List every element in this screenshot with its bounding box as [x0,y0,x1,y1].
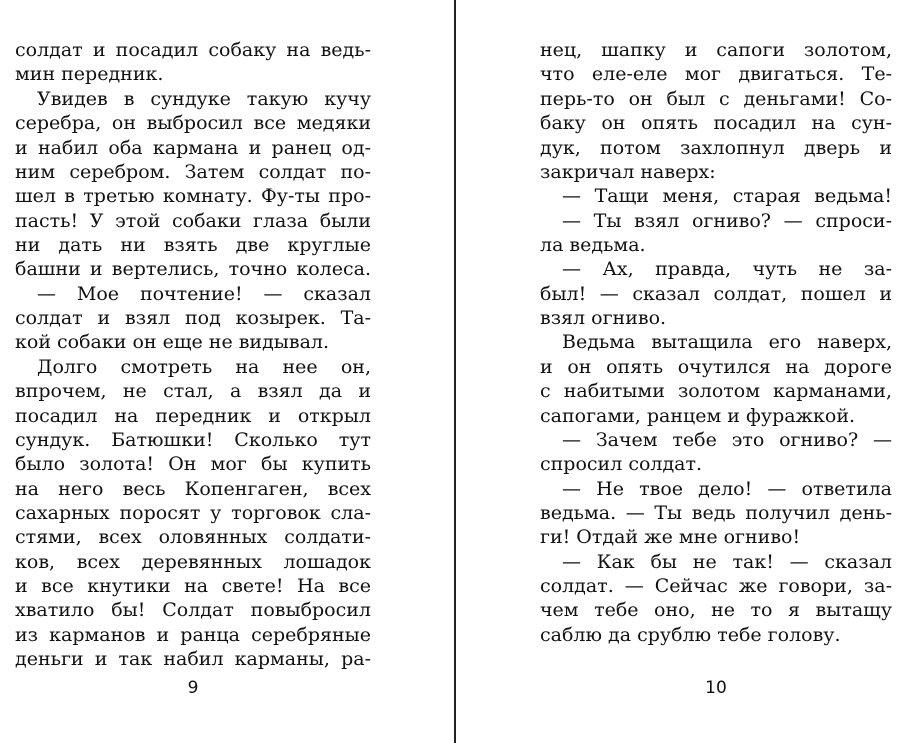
text-line: был! — сказал солдат, пошел и [540,283,892,305]
text-line: и все кнутики на свете! На все [15,575,371,597]
text-line: — Как бы не так! — сказал [562,551,892,573]
text-line: баку он опять посадил на сун- [540,112,892,134]
text-line: мин передник. [15,63,164,85]
text-line: — Мое почтение! — сказал [37,283,371,305]
text-line: сахарных поросят у торговок сла- [15,502,371,524]
text-line: — Ах, правда, чуть не за- [562,258,892,280]
text-line: впрочем, не стал, а взял да и [15,380,371,402]
text-line: ков, всех деревянных лошадок [15,551,371,573]
text-line: на него весь Копенгаген, всех [15,478,371,500]
text-line: с набитыми золотом карманами, [540,380,892,402]
text-line: и он опять очутился на дороге [540,356,892,378]
text-line: Долго смотреть на нее он, [37,356,371,378]
text-line: солдат и взял под козырек. Та- [15,307,371,329]
text-line: саблю да срублю тебе голову. [540,624,841,646]
text-line: Увидев в сундуке такую кучу [37,88,371,110]
text-line: — Тащи меня, старая ведьма! [562,185,892,207]
text-line: сундук. Батюшки! Сколько тут [15,429,371,451]
page-number-right: 10 [705,678,727,698]
page-number-left: 9 [187,678,199,698]
text-line: чем тебе оно, не то я вытащу [540,599,892,621]
text-line: перь-то он был с деньгами! Со- [540,88,892,110]
text-line: — Ты взял огниво? — спроси- [562,210,892,232]
text-line: и набил оба кармана и ранец од- [15,137,371,159]
text-line: что еле-еле мог двигаться. Те- [540,63,892,85]
text-line: башни и вертелись, точно колеса. [15,258,371,280]
text-line: дук, потом захлопнул дверь и [540,137,892,159]
text-line: посадил на передник и открыл [15,405,371,427]
text-line: ла ведьма. [540,234,646,256]
text-line: пасть! У этой собаки глаза были [15,210,371,232]
text-line: шел в третью комнату. Фу-ты про- [15,185,371,207]
text-line: сапогами, ранцем и фуражкой. [540,405,856,427]
text-line: Ведьма вытащила его наверх, [562,331,892,353]
text-line: ним серебром. Затем солдат по- [15,161,371,183]
text-line: ни дать ни взять две круглые [15,234,371,256]
text-line: стями, всех оловянных солдати- [15,526,371,548]
text-line: — Не твое дело! — ответила [562,478,892,500]
text-line: ги! Отдай же мне огниво! [540,526,801,548]
text-line: серебра, он выбросил все медяки [15,112,371,134]
text-line: кой собаки он еще не видывал. [15,331,330,353]
text-line: ведьма. — Ты ведь получил день- [540,502,892,524]
text-line: закричал наверх: [540,161,716,183]
text-line: хватило бы! Солдат повыбросил [15,599,371,621]
text-line: спросил солдат. [540,453,703,475]
text-line: солдат. — Сейчас же говори, за- [540,575,892,597]
text-line: взял огниво. [540,307,667,329]
text-line: — Зачем тебе это огниво? — [562,429,892,451]
text-line: было золота! Он мог бы купить [15,453,371,475]
text-line: из карманов и ранца серебряные [15,624,371,646]
text-line: нец, шапку и сапоги золотом, [540,39,892,61]
text-line: солдат и посадил собаку на ведь- [15,39,371,61]
text-line: деньги и так набил карманы, ра- [15,648,371,670]
